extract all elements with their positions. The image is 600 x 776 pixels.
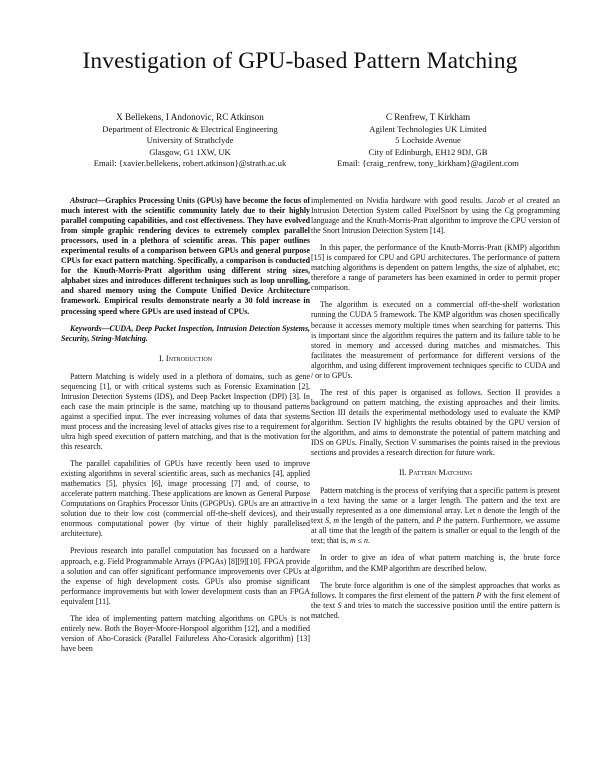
keywords: Keywords—CUDA, Deep Packet Inspection, Intrusion Detection Systems, Security, String-Matching.	[61, 323, 310, 343]
intro-paragraph-2: The parallel capabilities of GPUs have recently been used to improve existing algorithms in several scientific areas, such as mechanics [4], applied mathematics [5], physics [6], image processing [7] and, of course, to accelerate pattern matching. These applications are known as General Purpose Computations on Graphics Processor Units (GPGPUs). GPUs are an attractive solution due to their low cost (commercial off-the-shelf devices), and their enormous computational power (by virtue of their highly parallelised architecture).	[61, 459, 310, 539]
author-block-strathclyde	[60, 112, 320, 170]
math-P: P	[436, 516, 442, 526]
text-span: created an Intrusion Detection System called PixelSnort by using the Cg programming language and the Knuth-Morris-Pratt algorithm to improve the CPU version of the Snort Intrusion Detection System [14].	[311, 196, 560, 236]
text-span: denote the length of the text	[311, 506, 560, 526]
intro-paragraph-3: Previous research into parallel computation has focussed on a hardware approach, e.g. Field Programmable Arrays (FPGAs) [8][9][10]. FPGA provide a solution and can offer significant performance improvements over CPUs at the expense of high development costs. GPUs also promise significant performance improvements but with lower development costs than an FPGA equivalent [11].	[61, 546, 310, 606]
intro-paragraph-1: Pattern Matching is widely used in a plethora of domains, such as gene sequencing [1], or with critical systems such as Forensic Examination [2], Intrusion Detection Systems (IDS), and Deep Packet Inspection (DPI) [3]. In each case the main principle is the same, matching up to thousand patterns against a specified input. The ever increasing volumes of data that systems must process and the increasing level of attacks gives rise to a requirement for ultra high speed execution of pattern matching, and that is the motivation for this research.	[61, 371, 310, 452]
abstract-text: —Graphics Processing Units (GPUs) have become the focus of much interest with the scientific community lately due to their highly parallel computing capabilities, and cost effectiveness. They have evolved from simple graphic rendering devices to extremely complex parallel processors, used in a plethora of scientific areas. This paper outlines experimental results of a comparison between GPUs and general purpose CPUs for exact pattern matching. Specifically, a comparison is conducted for the Knuth-Morris-Pratt algorithm using different string sizes, alphabet sizes and introduces different techniques such as loop unrolling, and shared memory using the Compute Unified Device Architecture framework. Empirical results demonstrate nearly a 30 fold increase in processing speed where GPUs are used instead of CPUs.	[61, 196, 310, 316]
paper-title: Investigation of GPU-based Pattern Matching	[82, 48, 518, 74]
section-heading-introduction: I. Introduction	[158, 353, 212, 363]
pattern-paragraph-3	[311, 581, 560, 621]
text-span: with the first element of the text	[311, 590, 560, 610]
text-span: The brute force algorithm is one of the simplest approaches that works as follows. It compares the first element of the pattern	[311, 580, 560, 600]
text-span: the pattern. Furthermore, we assume at all time that the length of the pattern is smaller or equal to the length of the text; that is,	[311, 516, 560, 546]
section-heading-pattern-matching: II. Pattern Matching	[398, 468, 473, 478]
right-column	[311, 196, 560, 628]
text-span: implemented on Nvidia hardware with good results.	[311, 196, 487, 205]
text-span: and tries to match the successive position until the entire pattern is matched.	[311, 600, 560, 620]
abstract-label: Abstract	[70, 196, 98, 205]
pattern-paragraph-1	[311, 486, 560, 546]
pattern-paragraph-2: In order to give an idea of what pattern matching is, the brute force algorithm, and the KMP algorithm are described below.	[311, 553, 560, 573]
author-street: 5 Lochside Avenue	[395, 135, 461, 146]
intro-paragraph-7: The rest of this paper is organised as follows. Section II provides a background on pattern matching, the existing approaches and their limits. Section III details the experimental methodology used to evaluate the KMP algorithm. Section IV highlights the results obtained by the GPU version of the algorithm, and aims to demonstrate the potential of pattern matching and IDS on GPUs. Finally, Section V summarises the points raised in the previous sections and provides a research direction for future work.	[311, 387, 560, 458]
author-email: Email: {craig_renfrew, tony_kirkham}@agilent.com	[337, 158, 519, 169]
author-university: University of Strathclyde	[146, 135, 234, 146]
citation-italic: Jacob et al	[486, 196, 524, 205]
intro-paragraph-5: In this paper, the performance of the Knuth-Morris-Pratt (KMP) algorithm [15] is compared for CPU and GPU architectures. The performance of pattern matching algorithms is dependent on pattern lengths, the size of alphabet, etc; therefore a range of parameters has been examined in order to permit proper comparison.	[311, 243, 560, 293]
math-S: S	[337, 600, 342, 610]
author-names: C Renfrew, T Kirkham	[385, 112, 471, 122]
text-span: Pattern matching is the process of verifying that a specific pattern is present in a text having the same or a larger length. The pattern and the text are usually represented as a one dimensional array. Let	[311, 486, 560, 516]
left-column	[61, 196, 310, 661]
author-department: Department of Electronic & Electrical Engineering	[102, 123, 278, 134]
author-city: City of Edinburgh, EH12 9DJ, GB	[368, 146, 488, 157]
math-n: n	[477, 506, 482, 516]
text-span: .	[367, 536, 370, 546]
author-names: X Bellekens, I Andonovic, RC Atkinson	[116, 112, 264, 122]
math-P: P	[476, 590, 482, 600]
math-S: S	[325, 516, 330, 526]
text-span: the length of the pattern, and	[339, 516, 437, 526]
math-m: m	[333, 516, 340, 526]
intro-paragraph-4: The idea of implementing pattern matching algorithms on GPUs is not entirely new. Both the Boyer-Moore-Horspool algorithm [12], and a modified version of Aho-Corasick (Parallel Failureless Aho-Corasick algorithm) [13] have been	[61, 613, 310, 653]
math-m-le-n: m ≤ n	[350, 536, 368, 546]
author-city: Glasgow, G1 1XW, UK	[149, 146, 231, 157]
author-block-agilent	[298, 112, 558, 170]
text-span: ,	[329, 516, 334, 526]
intro-paragraph-4-continued	[311, 196, 560, 236]
intro-paragraph-6: The algorithm is executed on a commercial off-the-shelf workstation running the CUDA 5 framework. The KMP algorithm was chosen specifically because it accesses memory multiple times when searching for patterns. This is important since the algorithm requires the pattern and its failure table to be stored in memory and accessed during matches and mismatches. This facilitates the measurement of performance for different versions of the algorithm, and using different improvement techniques specific to CUDA and / or to GPUs.	[311, 300, 560, 380]
author-email: Email: {xavier.bellekens, robert.atkinson}@strath.ac.uk	[93, 158, 287, 169]
author-organization: Agilent Technologies UK Limited	[369, 123, 487, 134]
abstract	[61, 196, 310, 317]
